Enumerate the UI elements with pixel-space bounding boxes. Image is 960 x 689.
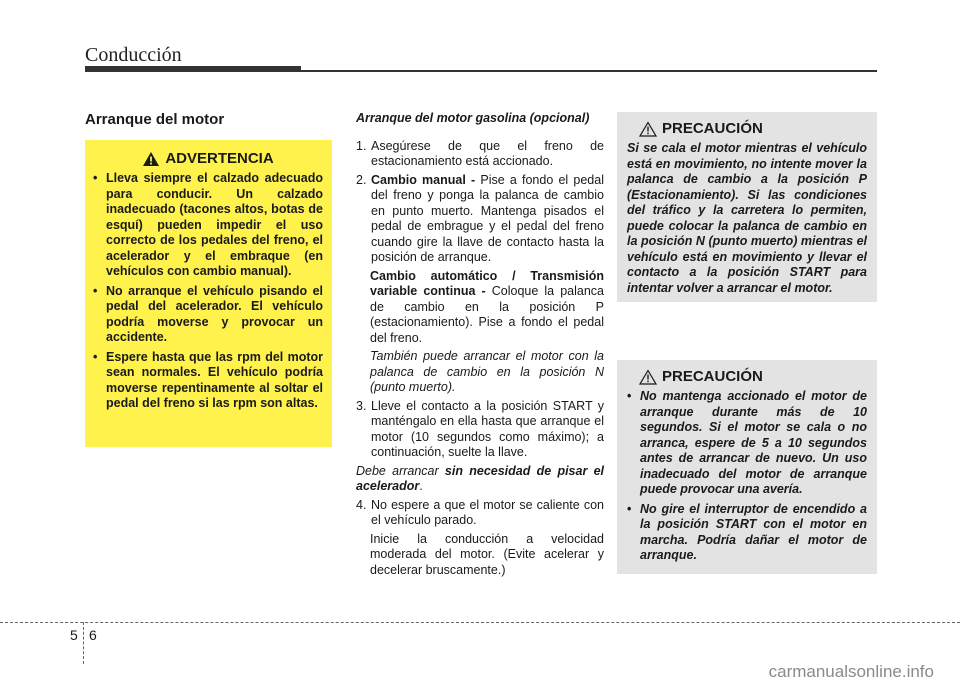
- warning-item: • Espere hasta que las rpm del motor sean normales. El vehículo podría moverse repentinamente al soltar el pedal del freno si las rpm son altas.: [93, 350, 323, 412]
- caution-title-text: PRECAUCIÓN: [662, 120, 763, 137]
- caution-list: [627, 389, 867, 564]
- warning-item: • No arranque el vehículo pisando el pedal del acelerador. El vehículo podría moverse y provocar un accidente.: [93, 284, 323, 346]
- step-number: 1.: [356, 138, 367, 153]
- step-number: 2.: [356, 172, 367, 187]
- procedure-step-4: [356, 498, 604, 529]
- page-number: 6: [89, 627, 97, 643]
- warning-title-text: ADVERTENCIA: [165, 150, 274, 167]
- step-text: Asegúrese de que el freno de estacionamiento está accionado.: [371, 138, 604, 168]
- warning-box: [85, 140, 332, 447]
- step-body: [371, 173, 604, 266]
- procedure-step-2: [356, 173, 604, 266]
- neutral-note-text: También puede arrancar el motor con la palanca de cambio en la posición N (punto muerto).: [370, 349, 604, 394]
- caution-title: [639, 120, 867, 137]
- procedure-step-1: [356, 139, 604, 170]
- page-section-number: 5: [70, 627, 78, 643]
- auto-text: Coloque la palanca de cambio en la posición P (estacionamiento). Pise a fondo el pedal del freno.: [370, 284, 604, 345]
- caution-item: • No gire el interruptor de encendido a la posición START con el motor en marcha. Podría dañar el motor de arranque.: [627, 502, 867, 564]
- caution-title: [639, 368, 867, 385]
- warning-title: [93, 150, 323, 167]
- footer-divider: [83, 622, 84, 664]
- step-label: Cambio manual -: [371, 172, 476, 187]
- watermark: carmanualsonline.info: [768, 662, 934, 681]
- header-rule-thin: [301, 70, 877, 72]
- step-number: 4.: [356, 497, 367, 512]
- page-header-title: Conducción: [85, 44, 182, 66]
- step-text: No espere a que el motor se caliente con el vehículo parado.: [371, 497, 604, 527]
- warning-triangle-icon: [142, 151, 160, 167]
- caution-triangle-icon: [639, 369, 657, 385]
- caution-box-2: [617, 360, 877, 574]
- section-heading: Arranque del motor: [85, 111, 225, 128]
- procedure-column: [356, 111, 604, 581]
- footer-rule: [0, 622, 960, 623]
- procedure-subtitle: Arranque del motor gasolina (opcional): [356, 111, 590, 125]
- procedure-step-3: [356, 399, 604, 461]
- caution-triangle-icon: [639, 121, 657, 137]
- procedure-auto-transmission: [356, 269, 604, 347]
- caution-box-1: [617, 112, 877, 302]
- auto-label: Cambio automático / Transmisión variable continua -: [370, 268, 604, 298]
- warning-list: [93, 171, 323, 412]
- accel-emphasis: sin necesidad de pisar el acelerador: [356, 463, 604, 493]
- caution-text: Si se cala el motor mientras el vehículo está en movimiento, no intente mover la palanca de cambio a la posición P (Estacionamiento). Si las condiciones del tráfico y la carretera lo permiten, puede colocar la palanca de cambio en la posición N (punto muerto) mientras el vehículo está en movimiento y llevar el contacto a la posición START para intentar volver a arrancar el motor.: [627, 141, 867, 295]
- step-number: 3.: [356, 398, 367, 413]
- warning-item: • Lleva siempre el calzado adecuado para conducir. Un calzado inadecuado (tacones altos, botas de esquí) pueden impedir el uso correcto de los pedales del freno, el acelerador y el embraque (en vehículos con cambio manual).: [93, 171, 323, 280]
- caution-item: • No mantenga accionado el motor de arranque durante más de 10 segundos. Si el motor se cala o no arranca, espere de 5 a 10 segundos antes de arrancar de nuevo. Un uso inadecuado del motor de arranque puede provocar una avería.: [627, 389, 867, 498]
- header-rule-thick: [85, 66, 301, 72]
- step-text: Pise a fondo el pedal del freno y ponga la palanca de cambio en punto muerto. Mantenga pisados el pedal de embrague y el pedal del freno cuando gire la llave de contacto hasta la posición de arranque.: [371, 172, 604, 264]
- accel-prefix: Debe arrancar: [356, 463, 445, 478]
- procedure-step-4-detail: Inicie la conducción a velocidad moderada del motor. (Evite acelerar y decelerar bruscamente.): [370, 531, 604, 577]
- accel-suffix: .: [419, 479, 423, 493]
- procedure-neutral-note: [356, 349, 604, 396]
- step-text: Lleve el contacto a la posición START y manténgalo en ella hasta que arranque el motor (10 segundos como máximo); a continuación, suelte la llave.: [371, 398, 604, 459]
- caution-title-text: PRECAUCIÓN: [662, 368, 763, 385]
- procedure-accelerator-note: [356, 464, 604, 495]
